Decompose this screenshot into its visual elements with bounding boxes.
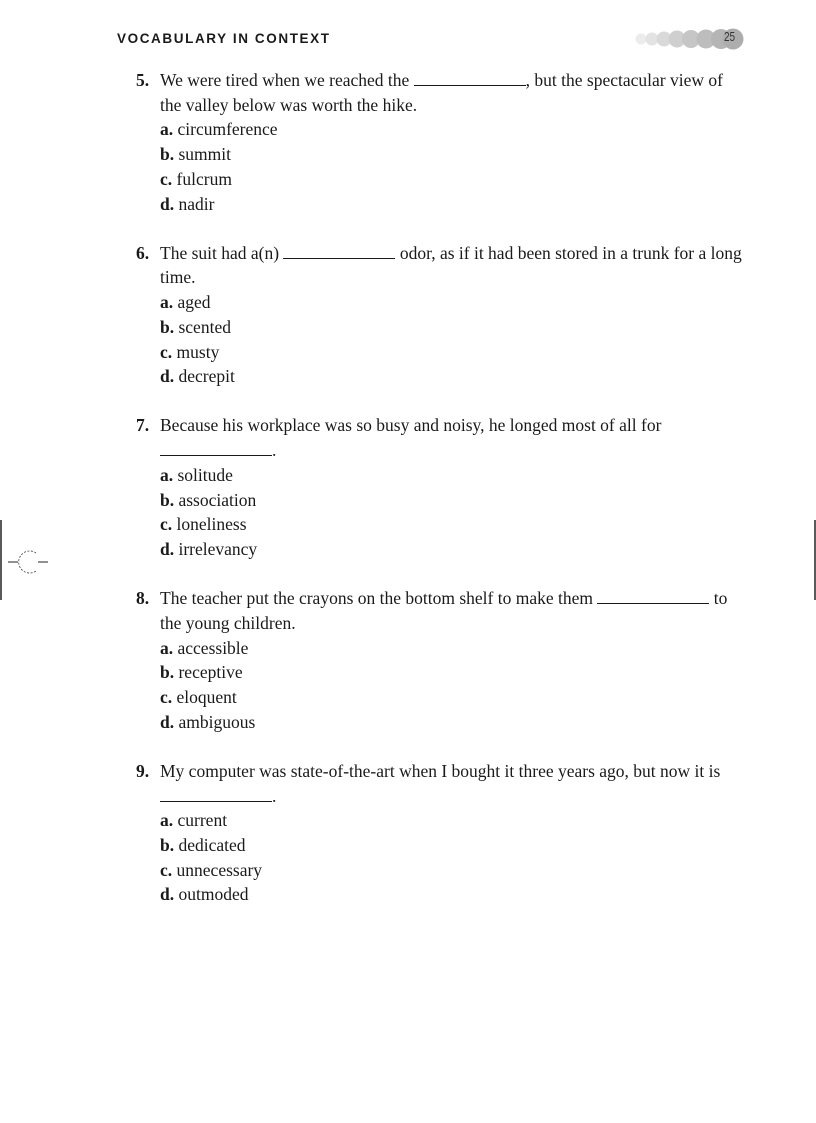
option-letter: c. xyxy=(160,168,173,189)
crop-mark-right xyxy=(812,520,816,600)
option-letter: d. xyxy=(160,366,175,387)
option-text: irrelevancy xyxy=(178,538,258,559)
question-number: 6. xyxy=(136,242,150,263)
option-letter: d. xyxy=(160,193,175,214)
question-stem xyxy=(160,586,746,635)
option-text: circumference xyxy=(177,119,278,140)
option-text: unnecessary xyxy=(176,859,263,880)
answer-options xyxy=(160,117,746,216)
question-item xyxy=(136,68,746,216)
answer-blank xyxy=(283,244,395,259)
answer-option xyxy=(160,537,746,562)
option-text: association xyxy=(178,489,257,510)
question-stem xyxy=(160,759,746,808)
option-letter: d. xyxy=(160,538,175,559)
question-stem xyxy=(160,68,746,117)
question-item xyxy=(136,586,746,734)
answer-options xyxy=(160,636,746,735)
answer-option xyxy=(160,142,746,167)
option-letter: a. xyxy=(160,464,174,485)
option-text: musty xyxy=(176,341,220,362)
answer-option xyxy=(160,290,746,315)
option-text: dedicated xyxy=(178,834,246,855)
option-letter: c. xyxy=(160,686,173,707)
stem-text-before: We were tired when we reached the xyxy=(160,70,414,90)
answer-options xyxy=(160,463,746,562)
stem-text-after: . xyxy=(272,440,277,461)
answer-option xyxy=(160,117,746,142)
stem-text-after: odor, as if it had been stored in a trunk for a long time. xyxy=(160,242,742,288)
option-text: receptive xyxy=(178,662,243,683)
option-letter: b. xyxy=(160,489,175,510)
stem-text-after: . xyxy=(272,785,277,806)
answer-blank xyxy=(597,589,709,604)
option-text: nadir xyxy=(178,193,215,214)
stem-text-before: The teacher put the crayons on the bottom shelf to make them xyxy=(160,588,598,609)
question-item xyxy=(136,759,746,907)
answer-blank xyxy=(160,787,272,802)
question-stem xyxy=(160,241,746,290)
answer-options xyxy=(160,808,746,907)
answer-option xyxy=(160,882,746,907)
question-number: 5. xyxy=(136,70,150,90)
question-item xyxy=(136,413,746,561)
question-number: 8. xyxy=(136,588,150,609)
option-letter: a. xyxy=(160,292,174,313)
stem-text-before: Because his workplace was so busy and noisy, he longed most of all for xyxy=(160,415,662,436)
option-text: outmoded xyxy=(178,884,249,905)
answer-options xyxy=(160,290,746,389)
option-letter: d. xyxy=(160,711,175,732)
option-text: current xyxy=(177,810,228,831)
answer-option xyxy=(160,340,746,365)
option-letter: b. xyxy=(160,834,175,855)
answer-option xyxy=(160,315,746,340)
answer-option xyxy=(160,192,746,217)
question-number: 9. xyxy=(136,760,150,781)
option-text: aged xyxy=(177,292,211,313)
option-letter: c. xyxy=(160,514,173,535)
option-text: fulcrum xyxy=(176,168,232,189)
option-letter: a. xyxy=(160,119,174,140)
answer-option xyxy=(160,364,746,389)
option-letter: c. xyxy=(160,859,173,880)
answer-option xyxy=(160,512,746,537)
option-letter: d. xyxy=(160,884,175,905)
question-number: 7. xyxy=(136,415,150,436)
option-text: decrepit xyxy=(178,366,235,387)
option-text: accessible xyxy=(177,637,249,658)
stem-text-after: , but the spectacular view of the valley below was worth the hike. xyxy=(160,70,723,115)
answer-option xyxy=(160,167,746,192)
option-text: loneliness xyxy=(176,514,247,535)
stem-text-before: The suit had a(n) xyxy=(160,242,284,263)
option-text: solitude xyxy=(177,464,233,485)
stem-text-after: to the young children. xyxy=(160,588,728,633)
answer-option xyxy=(160,833,746,858)
option-letter: a. xyxy=(160,810,174,831)
answer-option xyxy=(160,636,746,661)
answer-option xyxy=(160,858,746,883)
answer-option xyxy=(160,685,746,710)
option-text: scented xyxy=(178,316,231,337)
answer-option xyxy=(160,488,746,513)
option-text: ambiguous xyxy=(178,711,256,732)
stem-text-before: My computer was state-of-the-art when I bought it three years ago, but now it is xyxy=(160,760,721,781)
option-text: eloquent xyxy=(176,686,237,707)
answer-option xyxy=(160,710,746,735)
option-letter: c. xyxy=(160,341,173,362)
option-text: summit xyxy=(178,144,231,165)
option-letter: a. xyxy=(160,637,174,658)
question-item xyxy=(136,241,746,389)
answer-option xyxy=(160,660,746,685)
question-stem xyxy=(160,413,746,462)
page-header xyxy=(117,28,757,52)
section-title: VOCABULARY IN CONTEXT xyxy=(117,31,331,46)
crop-mark-left xyxy=(0,520,52,600)
answer-option xyxy=(160,463,746,488)
option-letter: b. xyxy=(160,662,175,683)
answer-blank xyxy=(414,71,526,86)
answer-option xyxy=(160,808,746,833)
option-letter: b. xyxy=(160,316,175,337)
page-number: 25 xyxy=(724,30,736,44)
question-list xyxy=(136,68,746,932)
answer-blank xyxy=(160,441,272,456)
option-letter: b. xyxy=(160,144,175,165)
